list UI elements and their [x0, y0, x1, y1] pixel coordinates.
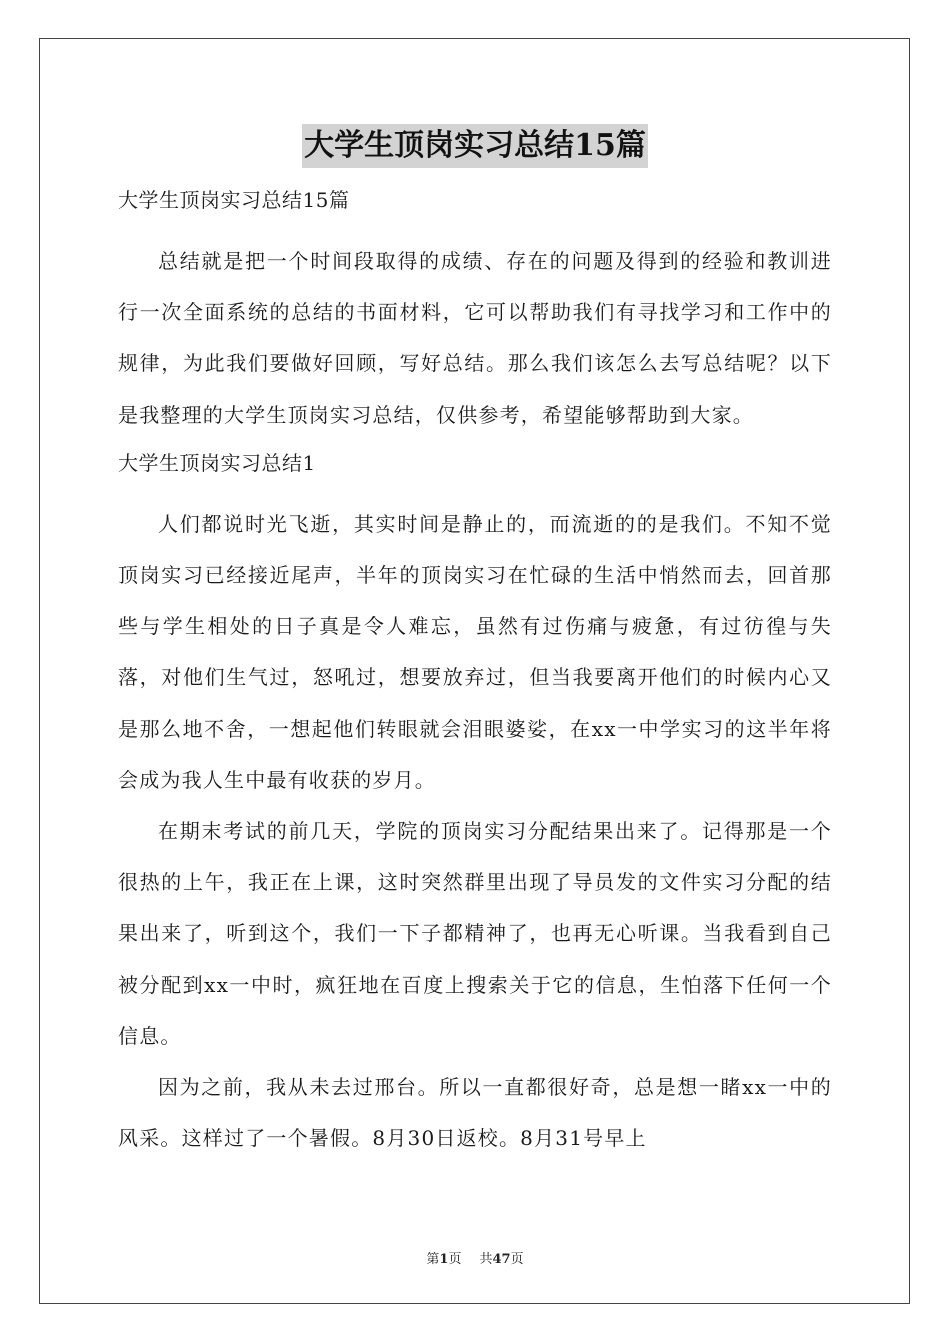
- title-container: [0, 124, 950, 168]
- total-suffix: 页: [510, 1252, 524, 1267]
- page-footer: [0, 1248, 950, 1267]
- page-suffix: 页: [448, 1252, 462, 1267]
- total-pages: 47: [492, 1252, 511, 1267]
- page-prefix: 第: [426, 1252, 440, 1267]
- document-subtitle: 大学生顶岗实习总结15篇: [118, 188, 350, 212]
- page-number: 1: [439, 1252, 449, 1267]
- total-prefix: 共: [479, 1252, 493, 1267]
- body-paragraph: 在期末考试的前几天，学院的顶岗实习分配结果出来了。记得那是一个很热的上午，我正在上课，这时突然群里出现了导员发的文件实习分配的结果出来了，听到这个，我们一下子都精神了，也再无心听课。当我看到自己被分配到xx一中时，疯狂地在百度上搜索关于它的信息，生怕落下任何一个信息。: [118, 819, 832, 1048]
- document-title: 大学生顶岗实习总结15篇: [302, 124, 648, 168]
- section-heading: 大学生顶岗实习总结1: [118, 450, 316, 475]
- body-paragraph: 人们都说时光飞逝，其实时间是静止的，而流逝的的是我们。不知不觉顶岗实习已经接近尾声，半年的顶岗实习在忙碌的生活中悄然而去，回首那些与学生相处的日子真是令人难忘，虽然有过伤痛与疲惫，有过彷徨与失落，对他们生气过，怒吼过，想要放弃过，但当我要离开他们的时候内心又是那么地不舍，一想起他们转眼就会泪眼婆娑，在xx一中学实习的这半年将会成为我人生中最有收获的岁月。: [118, 511, 832, 792]
- body-paragraph: 因为之前，我从未去过邢台。所以一直都很好奇，总是想一睹xx一中的风采。这样过了一个暑假。8月30日返校。8月31号早上: [118, 1075, 832, 1151]
- document-body: [118, 180, 832, 1164]
- intro-paragraph: 总结就是把一个时间段取得的成绩、存在的问题及得到的经验和教训进行一次全面系统的总结的书面材料，它可以帮助我们有寻找学习和工作中的规律，为此我们要做好回顾，写好总结。那么我们该怎么去写总结呢？以下是我整理的大学生顶岗实习总结，仅供参考，希望能够帮助到大家。: [118, 249, 832, 427]
